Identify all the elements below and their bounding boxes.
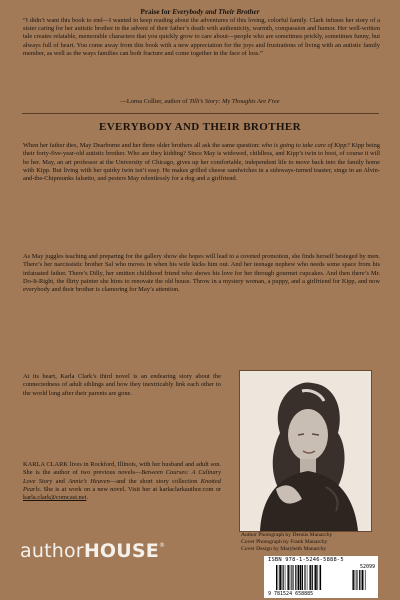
p1-text-b: Kipp being their forty-five-year-old autistic brother. Who are they kidding? Since May is widowed, childless, and Kipp’s twin to boot, of course it will be her. May, an art professor at the University of Chicago, gives up her comfortable, independent life to move back into the family home with Kipp. But living with her quirky twin isn’t easy. He makes grilled cheese sandwiches in a sideways-turned toaster, sings in an Alvin-and-the-Chipmunks falsetto, and pesters May relentlessly for a dog and a girlfriend. xyxy=(23,142,380,183)
registered-mark: ® xyxy=(158,542,166,549)
bio-book-title-2: Annie’s Heaven xyxy=(68,477,110,485)
logo-bold-text: HOUSE xyxy=(83,540,159,562)
publisher-logo xyxy=(20,540,165,562)
credit-line: Author Photograph by Dennis Manarchy xyxy=(241,532,333,538)
praise-attribution xyxy=(0,98,400,106)
isbn-text: ISBN 978-1-5246-5888-5 xyxy=(268,557,344,563)
bio-text-e: . xyxy=(86,494,88,502)
barcode-digits: 9 781524 658885 xyxy=(268,591,314,597)
description-paragraph-2: As May juggles teaching and preparing for the gallery show she hopes will lead to a coveted promotion, she finds herself besieged by men. There’s her narcissistic brother Sal who moves in when his wife kicks him out. And her teenage nephew who needs some space from his infatuated father. There’s Dilly, her smitten childhood friend who shows his love for her through gourmet cupcakes. And then there’s Mr. Do-It-Right, the flirty painter she hires to renovate the old house. Throw in a mystery woman, a puppy, and a girlfriend for Kipp, and now everybody and their brother is clamoring for May’s attention. xyxy=(23,253,380,294)
attribution-prefix: —Lorna Collier, author of xyxy=(120,98,190,105)
praise-quote: “I didn’t want this book to end—I wanted to keep reading about the adventures of this loving, colorful family. Clark infuses her story of a sister caring for her autistic brother in the advent of their father’s death with authenticity, warmth, compassion and humor. Her well-written tale creates relatable, memorable characters that you quickly grow to care about—people who are sometimes prickly, sometimes funny, but always full of heart. You come away from this book with a new appreciation for the joys and frustrations of living with an autistic family member, as well as the ways families can both fracture and come together in the face of loss.” xyxy=(23,17,380,57)
p1-text-italic: who is going to take care of Kipp? xyxy=(261,142,350,149)
book-title: EVERYBODY AND THEIR BROTHER xyxy=(98,121,302,133)
bio-text-a: KARLA CLARK lives in Rockford, Illinois, with her husband and adult son. She is the author of two previous novels— xyxy=(23,461,221,477)
bio-text-b: and xyxy=(52,477,69,485)
credit-line: Cover Design by Marybeth Manarchy xyxy=(241,546,327,552)
praise-heading-title: Everybody and Their Brother xyxy=(172,8,260,16)
author-portrait-image xyxy=(240,371,371,531)
author-bio xyxy=(23,461,221,502)
barcode-block xyxy=(264,556,378,598)
author-email-link[interactable]: karla.clark@comcast.net xyxy=(23,494,87,502)
author-photo xyxy=(239,370,372,532)
praise-heading-prefix: Praise for xyxy=(140,8,173,16)
attribution-title: Tilli’s Story: My Thoughts Are Free xyxy=(189,98,280,105)
bio-book-title-1: Between Courses: A Culinary Love Story xyxy=(23,469,221,485)
divider xyxy=(22,113,379,114)
price-code: 52099 xyxy=(359,564,375,570)
description-paragraph-3: At its heart, Karla Clark’s third novel is an endearing story about the connectedness of adult siblings and how they inextricably link each other to the world long after their parents are gone. xyxy=(23,373,221,397)
bio-book-title-3: Knotted Pearls xyxy=(23,477,221,493)
bio-text-c: —and the short story collection xyxy=(109,477,201,485)
credit-line: Cover Photograph by Frank Manarchy xyxy=(241,539,328,545)
praise-heading xyxy=(0,8,400,17)
bio-text-d: . She is at work on a new novel. Visit her at karlaclarkauthor.com or xyxy=(39,485,221,493)
logo-light-text: author xyxy=(20,540,84,562)
description-paragraph-1 xyxy=(23,142,380,183)
photo-credits xyxy=(241,532,381,553)
p1-text-a: When her father dies, May Dearborne and her three older brothers all ask the same question: xyxy=(23,142,262,149)
